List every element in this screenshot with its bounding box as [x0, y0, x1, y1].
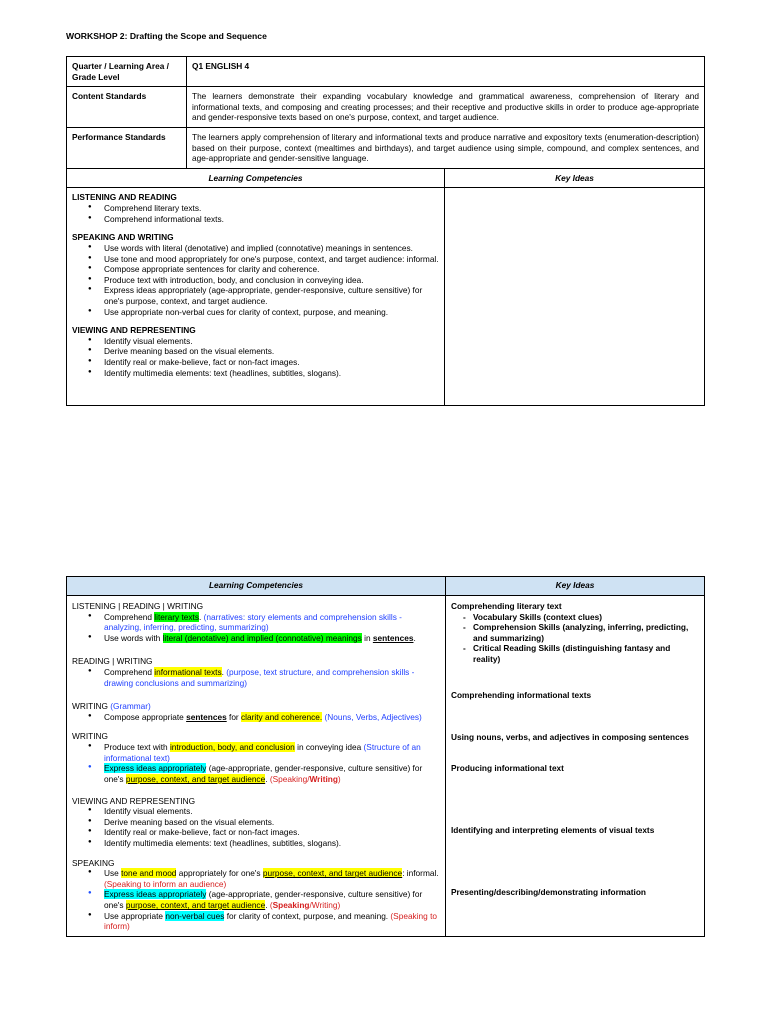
table-header-row: [67, 168, 705, 188]
key-idea: Comprehending literary text: [451, 601, 562, 611]
block-heading: WRITING (Grammar): [72, 701, 151, 712]
list-item: ● Identify real or make-believe, fact or non-fact images.: [104, 827, 440, 838]
column-header: Key Ideas: [446, 577, 705, 596]
table-row: [67, 128, 705, 169]
block-heading: READING | WRITING: [72, 656, 153, 667]
row-label: Content Standards: [67, 87, 187, 128]
bullet-list: [72, 806, 440, 848]
block-heading: VIEWING AND REPRESENTING: [72, 795, 196, 806]
list-item: ● Compose appropriate sentences for clarity and coherence. (Nouns, Verbs, Adjectives): [104, 712, 440, 723]
bullet-list: [72, 612, 440, 644]
table-row: [67, 596, 705, 937]
key-idea: Producing informational text: [451, 762, 564, 773]
list-item: ● Derive meaning based on the visual elements.: [104, 817, 440, 828]
list-item: - Comprehension Skills (analyzing, inferring, predicting, and summarizing): [473, 622, 699, 643]
row-value: Q1 ENGLISH 4: [187, 57, 705, 87]
table-row: [67, 57, 705, 87]
column-header: Learning Competencies: [67, 168, 445, 188]
block-heading: LISTENING | READING | WRITING: [72, 601, 204, 611]
list-item: ● Use words with literal (denotative) and implied (connotative) meanings in sentences.: [104, 633, 440, 644]
section-heading: LISTENING AND READING: [72, 192, 177, 203]
key-idea: Identifying and interpreting elements of visual texts: [451, 825, 655, 836]
list-item: ● Use words with literal (denotative) and implied (connotative) meanings in sentences.: [104, 243, 439, 254]
bullet-list: [72, 742, 440, 784]
bullet-list: [72, 712, 440, 723]
key-idea: Comprehending informational texts: [451, 689, 592, 700]
list-item: ● Comprehend informational texts. (purpose, text structure, and comprehension skills -drawing conclusions and summarizing): [104, 667, 440, 688]
column-header: Key Ideas: [445, 168, 705, 188]
section-heading: VIEWING AND REPRESENTING: [72, 325, 196, 336]
table-header-row: [67, 577, 705, 596]
list-item: ● Compose appropriate sentences for clarity and coherence.: [104, 264, 439, 275]
section-heading: SPEAKING AND WRITING: [72, 232, 174, 243]
list-item: ● Use tone and mood appropriately for one's purpose, context, and target audience: informal.: [104, 254, 439, 265]
competency-block: [72, 858, 440, 932]
list-item: ● Identify real or make-believe, fact or non-fact images.: [104, 357, 439, 368]
table-row: [67, 87, 705, 128]
row-value: The learners demonstrate their expanding vocabulary knowledge and grammatical awareness, comprehension of literary and informational texts, and composing and creating processes; and their receptive and productive skills in order to produce age-appropriate and gender-responsive texts based on one's purpose, context, and target audience.: [187, 87, 705, 128]
competencies-cell: [67, 596, 446, 937]
row-label: Performance Standards: [67, 128, 187, 169]
list-item: ● Produce text with introduction, body, and conclusion in conveying idea.: [104, 275, 439, 286]
competencies-cell: [67, 188, 445, 406]
list-item: ● Identify multimedia elements: text (headlines, subtitles, slogans).: [104, 838, 440, 849]
block-heading: WRITING: [72, 731, 108, 742]
document-title: WORKSHOP 2: Drafting the Scope and Sequence: [66, 31, 267, 41]
competencies-table: [66, 576, 705, 937]
list-item: ● Identify visual elements.: [104, 806, 440, 817]
bullet-list: [72, 868, 440, 932]
bullet-list: [72, 243, 439, 317]
list-item: ● Express ideas appropriately (age-appropriate, gender-responsive, culture sensitive) for one's purpose, context, and target audience.: [104, 285, 439, 306]
list-item: ● Use appropriate non-verbal cues for clarity of context, purpose, and meaning.: [104, 307, 439, 318]
competency-block: [72, 701, 440, 722]
list-item: ● Comprehend literary texts. (narratives: story elements and comprehension skills - analyzing, inferring, predicting, summarizing): [104, 612, 440, 633]
list-item: ● Identify visual elements.: [104, 336, 439, 347]
bullet-list: [72, 336, 439, 378]
row-label: Quarter / Learning Area / Grade Level: [67, 57, 187, 87]
list-item: ● Use tone and mood appropriately for one's purpose, context, and target audience: informal. (Speaking to inform an audience): [104, 868, 440, 889]
competency-block: [72, 796, 440, 849]
block-heading: SPEAKING: [72, 857, 115, 868]
list-item: ● Express ideas appropriately (age-appropriate, gender-responsive, culture sensitive) for one's purpose, context, and target audience. (Speaking/Writing): [104, 889, 440, 910]
list-item: ● Comprehend literary texts.: [104, 203, 439, 214]
list-item: ● Use appropriate non-verbal cues for clarity of context, purpose, and meaning. (Speaking to inform): [104, 911, 440, 932]
list-item: - Critical Reading Skills (distinguishing fantasy and reality): [473, 643, 699, 664]
row-value: The learners apply comprehension of literary and informational texts and produce narrative and expository texts (enumeration-description) based on their purpose, context (mealtimes and birthdays), and target audience using simple, compound, and complex sentences, and age-appropriate and gender-sensitive language.: [187, 128, 705, 169]
scope-table: [66, 56, 705, 406]
key-ideas-cell: [445, 188, 705, 406]
list-item: ● Identify multimedia elements: text (headlines, subtitles, slogans).: [104, 368, 439, 379]
key-ideas-cell: [446, 596, 705, 937]
competency-block: [72, 731, 440, 784]
list-item: ● Express ideas appropriately (age-appropriate, gender-responsive, culture sensitive) for one's purpose, context, and target audience. (Speaking/Writing): [104, 763, 440, 784]
key-idea: Using nouns, verbs, and adjectives in composing sentences: [451, 732, 689, 743]
list-item: ● Comprehend informational texts.: [104, 214, 439, 225]
list-item: - Vocabulary Skills (context clues): [473, 612, 699, 623]
competency-block: [72, 601, 440, 643]
table-row: [67, 188, 705, 406]
key-idea: Presenting/describing/demonstrating information: [451, 887, 646, 898]
bullet-list: [72, 203, 439, 224]
competency-block: [72, 656, 440, 688]
list-item: ● Produce text with introduction, body, and conclusion in conveying idea (Structure of an informational text): [104, 742, 440, 763]
column-header: Learning Competencies: [67, 577, 446, 596]
dash-list: [451, 612, 699, 665]
list-item: ● Derive meaning based on the visual elements.: [104, 346, 439, 357]
bullet-list: [72, 667, 440, 688]
